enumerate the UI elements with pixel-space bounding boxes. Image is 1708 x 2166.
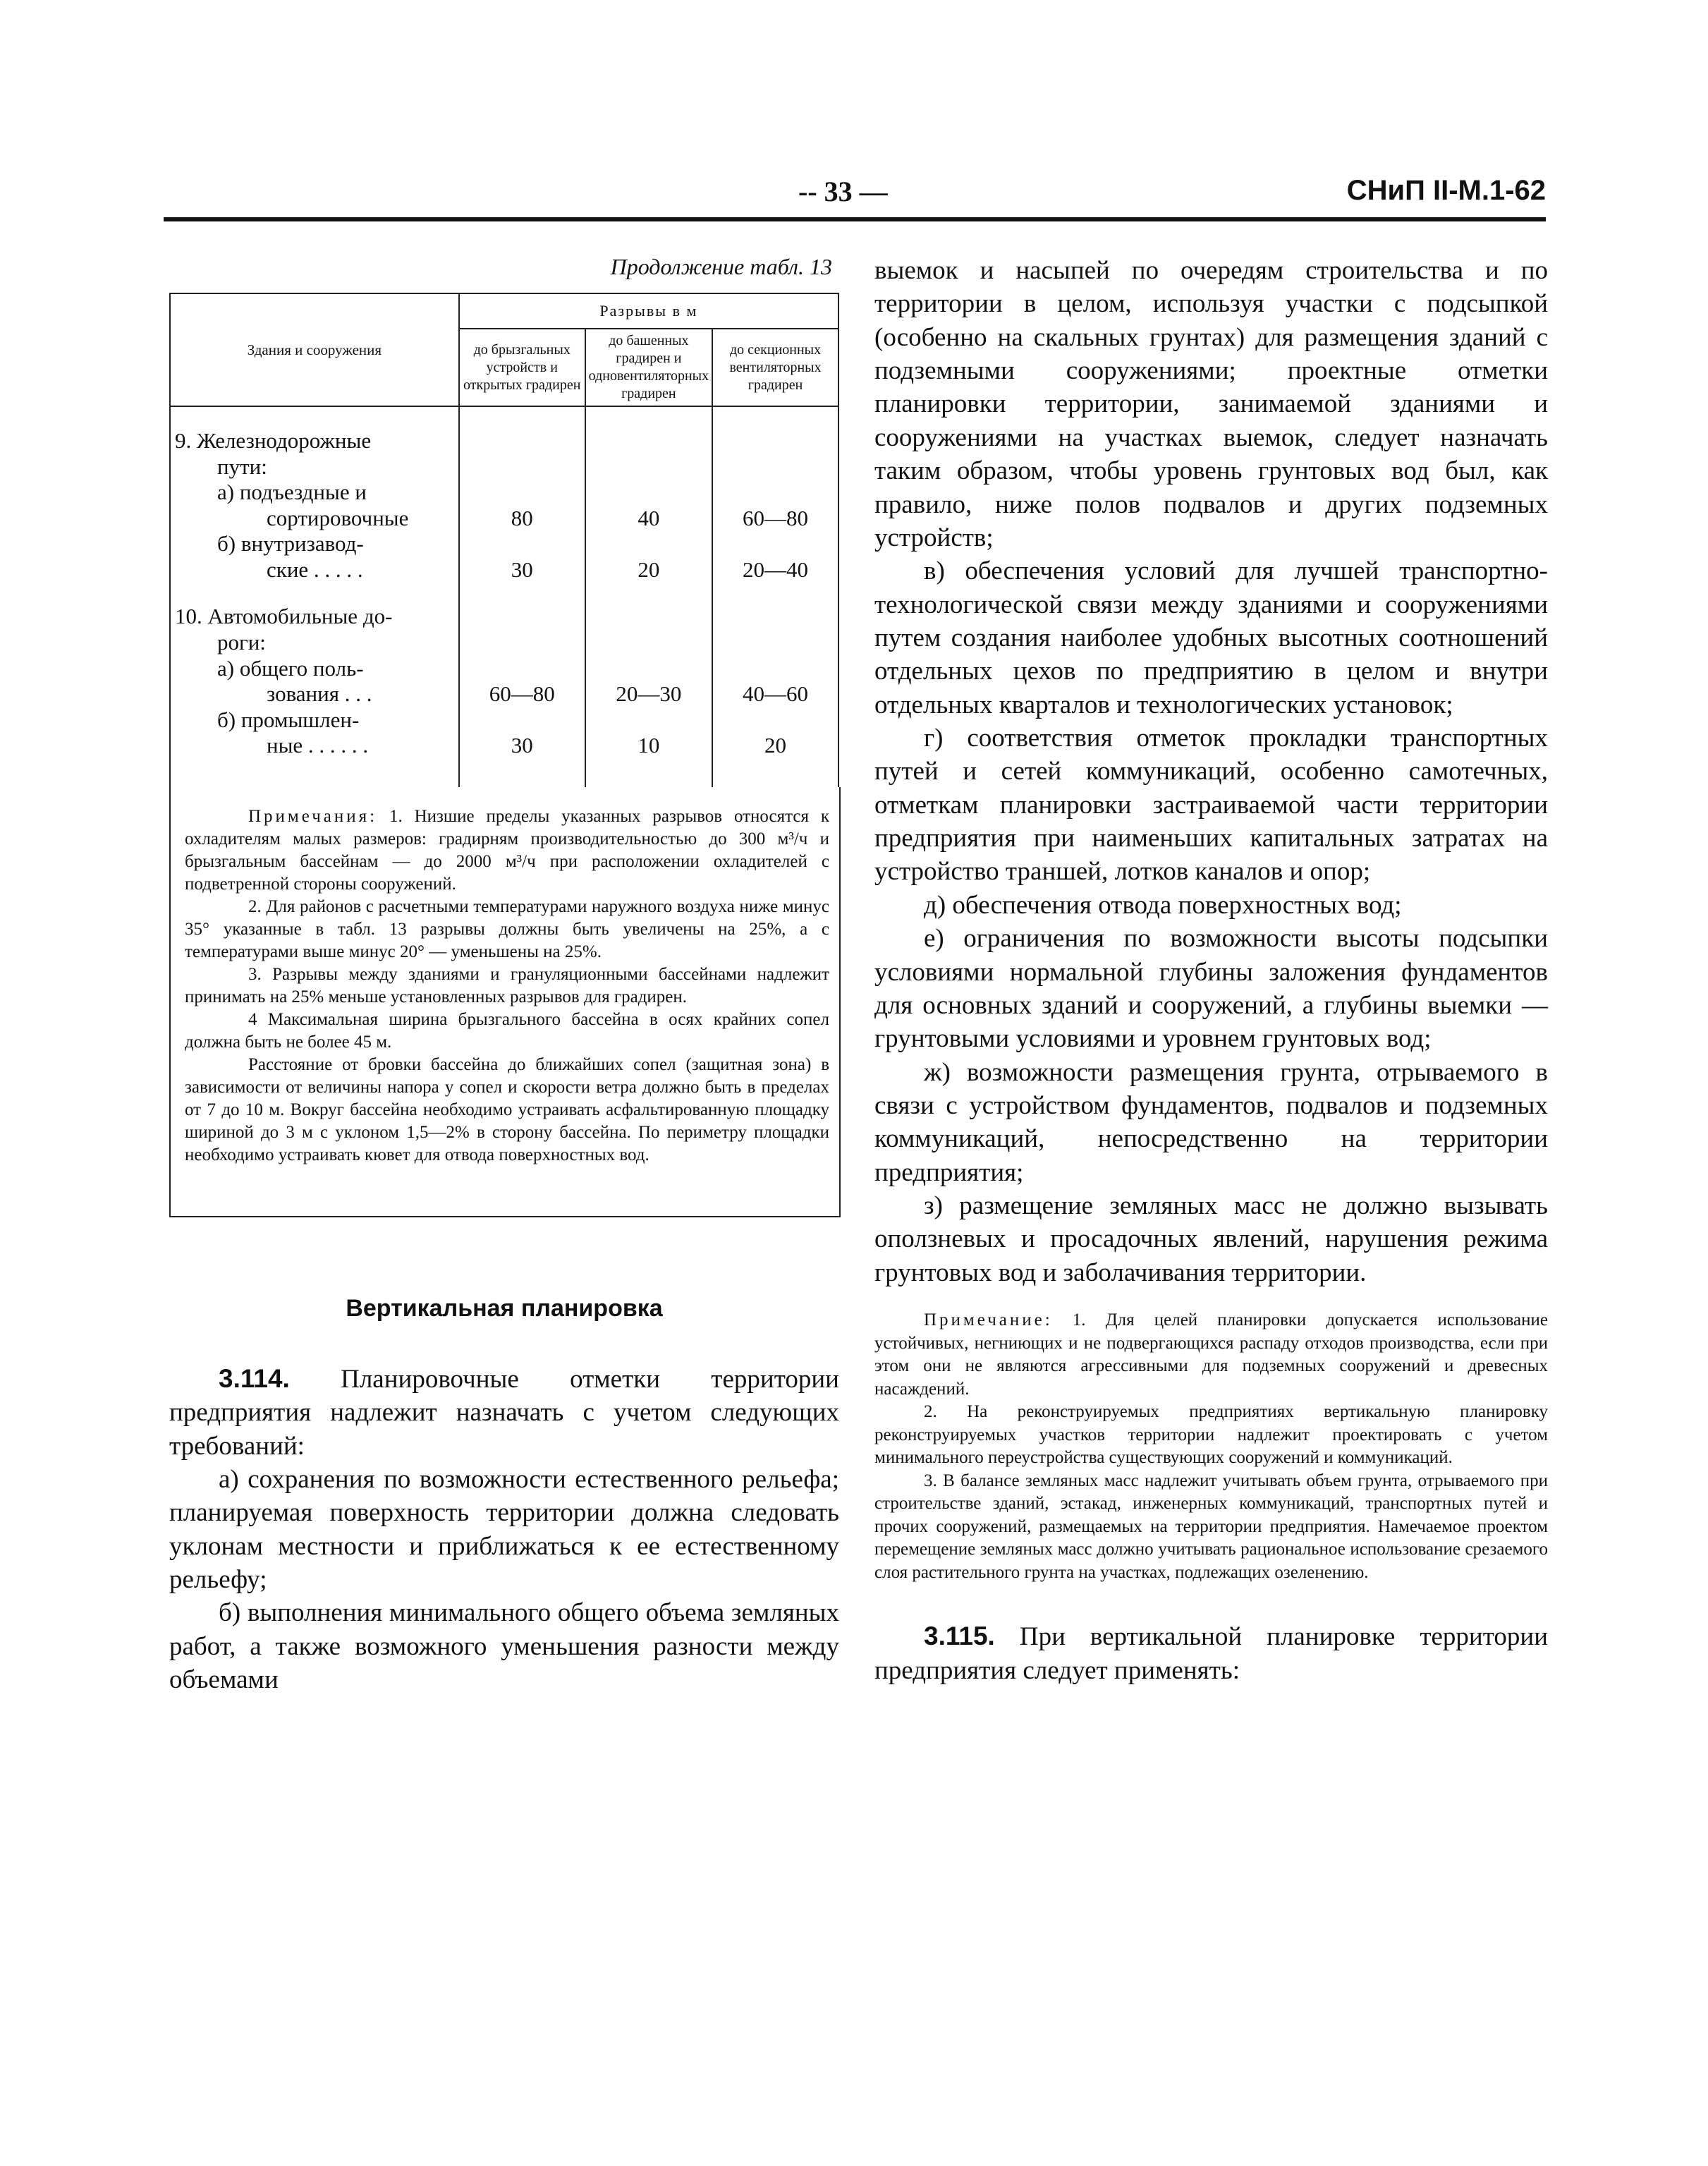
cell-col1 — [459, 531, 585, 557]
column-header-tower: до башенных градирен и одновентиляторных градирен — [585, 329, 712, 406]
clause-b: б) выполнения минимального общего объема земляных работ, а также возможного уменьшения разности между объемами — [169, 1598, 839, 1695]
cell-col1 — [459, 630, 585, 656]
table-row — [170, 656, 838, 682]
clause-z: з) размещение земляных масс не должно вызывать оползневых и просадочных явлений, нарушения режима грунтовых вод и заболачивания территории. — [874, 1191, 1548, 1287]
table-row — [170, 681, 838, 707]
table-row — [170, 630, 838, 656]
cell-col3 — [712, 480, 838, 506]
right-column — [874, 254, 1548, 1687]
cell-col1: 80 — [459, 506, 585, 532]
clause-note-2: 2. На реконструируемых предприятиях вертикальную планировку реконструируемых участков территории надлежит проектировать с учетом минимального переустройства существующих сооружений и коммуникаций. — [874, 1402, 1548, 1468]
row-label: 10. Автомобильные до- — [175, 604, 393, 629]
cell-col1 — [459, 454, 585, 480]
note-4: 4 Максимальная ширина брызгального бассейна в осях крайних сопел должна быть не более 45 м. — [185, 1009, 829, 1052]
page-header — [164, 175, 1546, 217]
cell-col2: 10 — [585, 733, 712, 759]
row-label: роги: — [217, 630, 266, 655]
cell-col2 — [585, 454, 712, 480]
cell-col2 — [585, 531, 712, 557]
cell-col3 — [712, 656, 838, 682]
clause-v: в) обеспечения условий для лучшей транспортно-технологической связи между зданиями и сооружениями путем создания наиболее удобных высотных соотношений отдельных цехов по предприятию в целом и внутри отдельных кварталов и технологических установок; — [874, 556, 1548, 719]
table-row — [170, 531, 838, 557]
column-header-distances: Разрывы в м — [459, 293, 838, 329]
cell-col1 — [459, 604, 585, 630]
cell-col1 — [459, 480, 585, 506]
cell-col3 — [712, 428, 838, 454]
cell-col1: 30 — [459, 557, 585, 583]
cell-col3 — [712, 630, 838, 656]
section-body-right — [874, 254, 1548, 1289]
header-rule — [164, 217, 1546, 221]
cell-col1 — [459, 656, 585, 682]
document-code: СНиП II-М.1-62 — [1346, 175, 1546, 206]
row-label: а) общего поль- — [217, 655, 364, 681]
column-header-buildings: Здания и сооружения — [170, 293, 459, 406]
clause-3-114-number: 3.114. — [219, 1363, 290, 1393]
cell-col1 — [459, 707, 585, 734]
note-1: 1. Низшие пределы указанных разрывов относятся к охладителям малых размеров: градирням производительностью до 300 м³/ч и брызгальным бассейнам — до 2000 м³/ч при расположении охладителей с подветренной стороны сооружений. — [185, 806, 829, 894]
table-notes — [169, 787, 841, 1217]
column-header-spray: до брызгальных устройств и открытых градирен — [459, 329, 585, 406]
cell-col2 — [585, 630, 712, 656]
note-4-continued: Расстояние от бровки бассейна до ближайших сопел (защитная зона) в зависимости от величины напора у сопел и скорости ветра должно быть в пределах от 7 до 10 м. Вокруг бассейна необходимо устраивать асфальтированную площадку шириной до 3 м с уклоном 1,5—2% в сторону бассейна. По периметру площадки необходимо устраивать кювет для отвода поверхностных вод. — [185, 1054, 829, 1164]
page-number: -- 33 — — [798, 176, 888, 207]
row-label: а) подъездные и — [217, 480, 367, 505]
clause-notes — [874, 1309, 1548, 1584]
section-body-left — [169, 1362, 839, 1697]
table-row — [170, 557, 838, 583]
table-continuation-caption: Продолжение табл. 13 — [610, 254, 832, 279]
distance-table — [169, 293, 839, 787]
clause-3-115-text: При вертикальной планировке территории предприятия следует применять: — [874, 1622, 1549, 1685]
cell-col1: 60—80 — [459, 681, 585, 707]
cell-col2 — [585, 656, 712, 682]
cell-col2 — [585, 428, 712, 454]
clause-zh: ж) возможности размещения грунта, отрываемого в связи с устройством фундаментов, подвалов и подземных коммуникаций, непосредственно на территории предприятия; — [874, 1057, 1548, 1187]
section-title: Вертикальная планировка — [346, 1294, 663, 1322]
row-label: б) промышлен- — [217, 707, 360, 732]
clause-3-114-text: Планировочные отметки территории предприятия надлежит назначать с учетом следующих требований: — [169, 1364, 839, 1461]
table-row — [170, 428, 838, 454]
row-label: б) внутризавод- — [217, 531, 364, 556]
cell-col1: 30 — [459, 733, 585, 759]
cell-col3: 20 — [712, 733, 838, 759]
row-label: ские . . . . . — [267, 556, 363, 582]
clause-note-1: 1. Для целей планировки допускается использование устойчивых, негниющих и не подвергающихся распаду отходов производства, если при этом они не являются агрессивными для подземных сооружений и древесных насаждений. — [874, 1310, 1549, 1399]
row-label: 9. Железнодорожные — [175, 428, 372, 453]
left-column — [169, 254, 839, 1697]
cell-col3: 20—40 — [712, 557, 838, 583]
notes-label: Примечания: — [248, 806, 378, 826]
cell-col2 — [585, 604, 712, 630]
clause-a: а) сохранения по возможности естественного рельефа; планируемая поверхность территории должна следовать уклонам местности и приближаться к ее естественному рельефу; — [169, 1465, 839, 1595]
note-label: Примечание: — [924, 1310, 1053, 1330]
cell-col3 — [712, 707, 838, 734]
cell-col2: 20—30 — [585, 681, 712, 707]
cell-col2 — [585, 480, 712, 506]
table-row — [170, 480, 838, 506]
note-2: 2. Для районов с расчетными температурами наружного воздуха ниже минус 35° указанные в табл. 13 разрывы должны быть увеличены на 25%, а с температурами выше минус 20° — уменьшены на 25%. — [185, 896, 829, 961]
column-header-sectional: до секционных вентиляторных градирен — [712, 329, 838, 406]
cell-col2 — [585, 707, 712, 734]
cell-col3 — [712, 604, 838, 630]
cell-col3 — [712, 531, 838, 557]
row-label: зования . . . — [267, 681, 372, 707]
clause-b-continued: выемок и насыпей по очередям строительства и по территории в целом, используя участки с подсыпкой (особенно на скальных грунтах) для размещения зданий с подземными сооружениями; проектные отметки планировки территории, занимаемой зданиями и сооружениями на участках выемок, следует назначать таким образом, чтобы уровень грунтовых вод был, как правило, ниже полов подвалов и других подземных устройств; — [874, 256, 1548, 552]
clause-d: д) обеспечения отвода поверхностных вод; — [924, 890, 1402, 920]
row-label: пути: — [217, 454, 267, 479]
table-row — [170, 707, 838, 734]
table-row — [170, 454, 838, 480]
clause-3-115-number: 3.115. — [924, 1622, 995, 1651]
cell-col1 — [459, 428, 585, 454]
cell-col3: 60—80 — [712, 506, 838, 532]
cell-col3: 40—60 — [712, 681, 838, 707]
clause-e: е) ограничения по возможности высоты подсыпки условиями нормальной глубины заложения фундаментов для основных зданий и сооружений, а глубины выемки — грунтовыми условиями и уровнем грунтовых вод; — [874, 924, 1548, 1054]
note-3: 3. Разрывы между зданиями и грануляционными бассейнами надлежит принимать на 25% меньше установленных разрывов для градирен. — [185, 964, 829, 1006]
table-row — [170, 733, 838, 759]
clause-g: г) соответствия отметок прокладки транспортных путей и сетей коммуникаций, особенно самотечных, отметкам планировки застраиваемой части территории предприятия при наименьших капитальных затратах на устройство траншей, лотков каналов и опор; — [874, 724, 1548, 887]
row-label: ные . . . . . . — [267, 733, 369, 758]
clause-note-3: 3. В балансе земляных масс надлежит учитывать объем грунта, отрываемого при строительстве зданий, эстакад, инженерных коммуникаций, транспортных путей и прочих сооружений, размещаемых на территории предприятия. Намечаемое проектом перемещение земляных масс должно учитывать рациональное использование срезаемого слоя растительного грунта на участках, подлежащих озеленению. — [874, 1471, 1548, 1582]
cell-col3 — [712, 454, 838, 480]
row-label: сортировочные — [267, 505, 409, 530]
cell-col2: 40 — [585, 506, 712, 532]
cell-col2: 20 — [585, 557, 712, 583]
table-row — [170, 506, 838, 532]
table-row — [170, 604, 838, 630]
clause-3-115 — [874, 1619, 1548, 1687]
